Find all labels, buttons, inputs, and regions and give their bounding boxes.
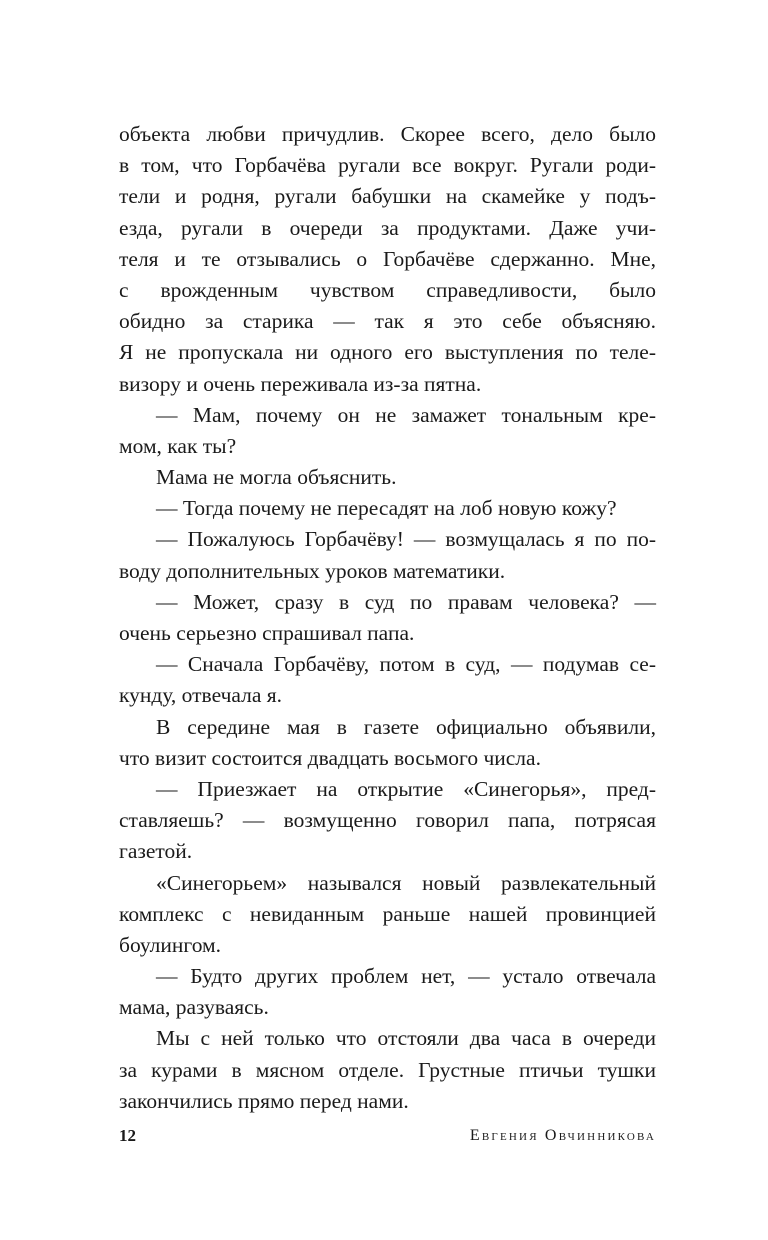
text-line: — Сначала Горбачёву, потом в суд, — подумав се- [156, 652, 656, 677]
text-line: с врожденным чувством справедливости, было [119, 277, 656, 302]
text-line: закончились прямо перед нами. [119, 1088, 409, 1113]
page-number: 12 [119, 1126, 136, 1145]
text-line: объекта любви причудлив. Скорее всего, дело было [119, 122, 656, 146]
text-line: мом, как ты? [119, 433, 237, 458]
text-line: Мама не могла объяснить. [156, 465, 397, 490]
text-line: «Синегорьем» назывался новый развлекательный [156, 870, 656, 895]
page-body [119, 119, 656, 1117]
text-line: — Будто других проблем нет, — устало отвечала [156, 964, 656, 989]
text-line: тели и родня, ругали бабушки на скамейке у подъ- [119, 184, 656, 209]
text-line: мама, разуваясь. [119, 995, 269, 1020]
page-footer [119, 1124, 656, 1148]
text-line: — Мам, почему он не замажет тональным кре- [156, 402, 656, 427]
text-line: кунду, отвечала я. [119, 683, 283, 708]
text-line: газетой. [119, 839, 193, 864]
text-line: — Пожалуюсь Горбачёву! — возмущалась я по по- [156, 527, 656, 552]
text-line: что визит состоится двадцать восьмого числа. [119, 745, 541, 770]
text-line: за курами в мясном отделе. Грустные птичьи тушки [119, 1057, 656, 1082]
running-head-author: Евгения Овчинникова [469, 1127, 656, 1144]
text-line: комплекс с невиданным раньше нашей провинцией [119, 901, 656, 926]
text-line: — Приезжает на открытие «Синегорья», пред- [156, 776, 656, 801]
text-line: езда, ругали в очереди за продуктами. Даже учи- [119, 215, 656, 240]
text-line: теля и те отзывались о Горбачёве сдержанно. Мне, [119, 246, 656, 271]
text-line: В середине мая в газете официально объявили, [156, 714, 656, 739]
text-line: ставляешь? — возмущенно говорил папа, потрясая [119, 808, 656, 833]
text-line: воду дополнительных уроков математики. [119, 558, 506, 583]
text-line: Я не пропускала ни одного его выступления по теле- [119, 340, 656, 365]
text-line: — Может, сразу в суд по правам человека? — [156, 589, 656, 614]
text-line: обидно за старика — так я это себе объясняю. [119, 309, 656, 334]
text-line: визору и очень переживала из-за пятна. [119, 371, 482, 396]
text-line: в том, что Горбачёва ругали все вокруг. Ругали роди- [119, 153, 656, 178]
text-line: Мы с ней только что отстояли два часа в очереди [156, 1026, 656, 1051]
text-line: — Тогда почему не пересадят на лоб новую кожу? [156, 496, 617, 521]
text-line: очень серьезно спрашивал папа. [119, 621, 415, 645]
text-line: боулингом. [119, 932, 222, 957]
